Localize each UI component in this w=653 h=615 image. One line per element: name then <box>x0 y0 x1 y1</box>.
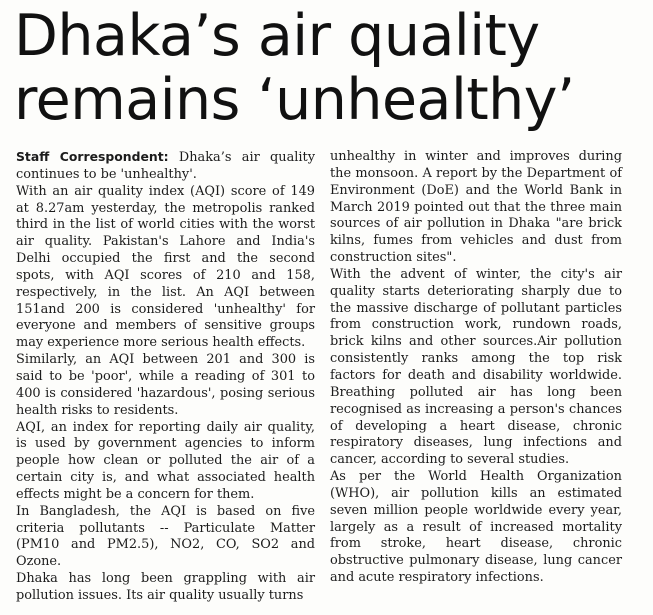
lead-text: Dhaka’s air quality continues to be 'unhealthy'. <box>16 150 315 182</box>
headline-line-2: remains ‘unhealthy’ <box>14 67 575 133</box>
article-paragraph: In Bangladesh, the AQI is based on five criteria pollutants -- Particulate Matter (PM10 and PM2.5), NO2, CO, SO2 and Ozone. <box>16 503 315 570</box>
article-paragraph: Dhaka has long been grappling with air pollution issues. Its air quality usually turns <box>16 571 315 603</box>
headline <box>14 4 644 132</box>
article-paragraph: Similarly, an AQI between 201 and 300 is said to be 'poor', while a reading of 301 to 400 is considered 'hazardous', posing serious health risks to residents. <box>16 352 315 418</box>
article-column-left <box>16 149 315 605</box>
article-column-right <box>330 149 622 587</box>
article-paragraph: As per the World Health Organization (WHO), air pollution kills an estimated seven million people worldwide every year, largely as a result of increased mortality from stroke, heart disease, chronic obstructive pulmonary disease, lung cancer and acute respiratory infections. <box>330 469 622 586</box>
article-paragraph: unhealthy in winter and improves during the monsoon. A report by the Department of Environment (DoE) and the World Bank in March 2019 pointed out that the three main sources of air pollution in Dhaka "are brick kilns, fumes from vehicles and dust from construction sites". <box>330 149 622 266</box>
byline: Staff Correspondent: <box>16 149 169 164</box>
article-paragraph <box>16 149 315 184</box>
headline-line-1: Dhaka’s air quality <box>14 3 540 69</box>
article-paragraph: With the advent of winter, the city's air quality starts deteriorating sharply due to the massive discharge of pollutant particles from construction work, rundown roads, brick kilns and other sources.Air pollution consistently ranks among the top risk factors for death and disability worldwide. Breathing polluted air has long been recognised as increasing a person's chances of developing a heart disease, chronic respiratory diseases, lung infections and cancer, according to several studies. <box>330 266 622 468</box>
article-paragraph: With an air quality index (AQI) score of 149 at 8.27am yesterday, the metropolis ranked third in the list of world cities with the worst air quality. Pakistan's Lahore and India's Delhi occupied the first and the second spots, with AQI scores of 210 and 158, respectively, in the list. An AQI between 151and 200 is considered 'unhealthy' for everyone and members of sensitive groups may experience more serious health effects. <box>16 183 315 351</box>
article-paragraph: AQI, an index for reporting daily air quality, is used by government agencies to inform people how clean or polluted the air of a certain city is, and what associated health effects might be a concern for them. <box>16 419 315 502</box>
